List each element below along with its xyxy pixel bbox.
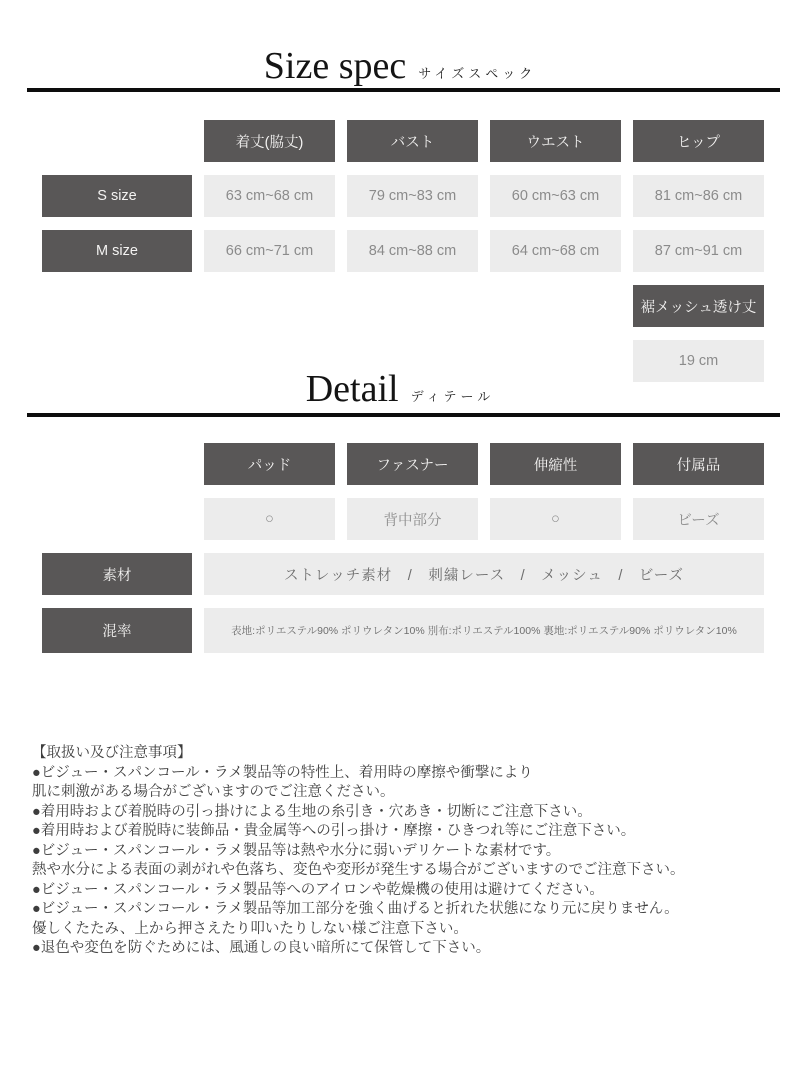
- note-line: 肌に刺激がある場合がございますのでご注意ください。: [32, 784, 395, 800]
- note-line: 優しくたたみ、上から押さえたり叩いたりしない様ご注意下さい。: [32, 920, 468, 937]
- size-header-bust: バスト: [347, 120, 478, 162]
- detail-title: [0, 367, 800, 411]
- hem-mesh-length-value: 19 cm: [633, 340, 764, 382]
- cell-m-hip: 87 cm~91 cm: [633, 230, 764, 272]
- size-spec-title: [0, 44, 800, 88]
- handling-notes: [32, 744, 772, 959]
- note-line: ●ビジュー・スパンコール・ラメ製品等の特性上、着用時の摩擦や衝撃により: [32, 764, 533, 781]
- spacer: [347, 285, 478, 327]
- spacer: [42, 498, 192, 540]
- detail-title-en: Detail: [305, 368, 399, 410]
- cell-s-length: 63 cm~68 cm: [204, 175, 335, 217]
- cell-s-bust: 79 cm~83 cm: [347, 175, 478, 217]
- hem-mesh-length-header: 裾メッシュ透け丈: [633, 285, 764, 327]
- spacer: [204, 285, 335, 327]
- cell-m-waist: 64 cm~68 cm: [490, 230, 621, 272]
- material-value: ストレッチ素材 / 刺繍レース / メッシュ / ビーズ: [204, 553, 764, 595]
- size-spec-divider: [27, 88, 780, 92]
- size-header-waist: ウエスト: [490, 120, 621, 162]
- note-line: 熱や水分による表面の剥がれや色落ち、変色や変形が発生する場合がございますのでご注意下さい。: [32, 862, 685, 878]
- detail-table-corner-spacer: [42, 443, 192, 485]
- detail-table: [42, 443, 764, 653]
- size-header-hip: ヒップ: [633, 120, 764, 162]
- cell-s-hip: 81 cm~86 cm: [633, 175, 764, 217]
- row-label-m-size: M size: [42, 230, 192, 272]
- detail-header-pad: パッド: [204, 443, 335, 485]
- spacer: [42, 285, 192, 327]
- note-line: ●退色や変色を防ぐためには、風通しの良い暗所にて保管して下さい。: [32, 940, 491, 956]
- size-spec-title-ja: サイズスペック: [418, 66, 537, 81]
- detail-header-fastener: ファスナー: [347, 443, 478, 485]
- size-table-corner-spacer: [42, 120, 192, 162]
- note-line: ●ビジュー・スパンコール・ラメ製品等へのアイロンや乾燥機の使用は避けてください。: [32, 881, 604, 898]
- detail-header-accessory: 付属品: [633, 443, 764, 485]
- detail-value-stretch: ○: [490, 498, 621, 540]
- notes-heading: 【取扱い及び注意事項】: [32, 745, 192, 761]
- size-spec-title-en: Size spec: [263, 45, 407, 87]
- detail-divider: [27, 413, 780, 417]
- note-line: ●ビジュー・スパンコール・ラメ製品等は熱や水分に弱いデリケートな素材です。: [32, 842, 561, 859]
- cell-m-bust: 84 cm~88 cm: [347, 230, 478, 272]
- detail-header-stretch: 伸縮性: [490, 443, 621, 485]
- note-line: ●着用時および着脱時の引っ掛けによる生地の糸引き・穴あき・切断にご注意下さい。: [32, 803, 592, 820]
- note-line: ●着用時および着脱時に装飾品・貴金属等への引っ掛け・摩擦・ひきつれ等にご注意下さい。: [32, 823, 636, 839]
- detail-value-pad: ○: [204, 498, 335, 540]
- composition-value: 表地:ポリエステル90% ポリウレタン10% 別布:ポリエステル100% 裏地:ポリエステル90% ポリウレタン10%: [204, 608, 764, 653]
- detail-value-accessory: ビーズ: [633, 498, 764, 540]
- row-label-s-size: S size: [42, 175, 192, 217]
- detail-title-ja: ディテール: [410, 389, 495, 404]
- cell-s-waist: 60 cm~63 cm: [490, 175, 621, 217]
- composition-label: 混率: [42, 608, 192, 653]
- size-table: [42, 120, 764, 382]
- detail-value-fastener: 背中部分: [347, 498, 478, 540]
- size-header-length-icon-less: 着丈(脇丈): [204, 120, 335, 162]
- spacer: [490, 285, 621, 327]
- note-line: ●ビジュー・スパンコール・ラメ製品等加工部分を強く曲げると折れた状態になり元に戻りません。: [32, 901, 679, 917]
- cell-m-length: 66 cm~71 cm: [204, 230, 335, 272]
- material-label: 素材: [42, 553, 192, 595]
